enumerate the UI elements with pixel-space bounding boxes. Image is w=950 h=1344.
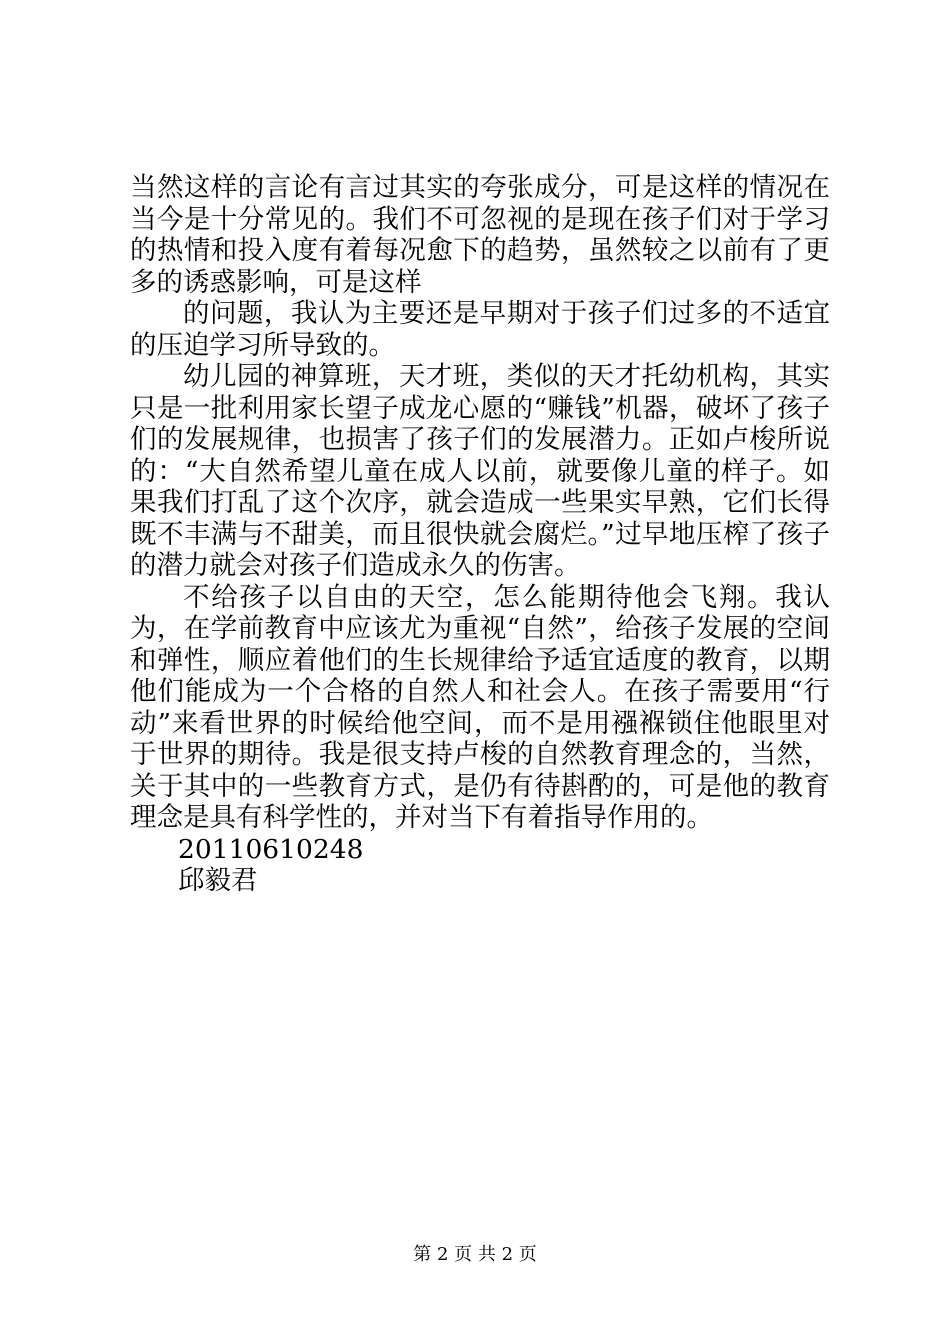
paragraph-2: 的问题，我认为主要还是早期对于孩子们过多的不适宜的压迫学习所导致的。 xyxy=(130,298,830,361)
paragraph-4: 不给孩子以自由的天空，怎么能期待他会飞翔。我认为，在学前教育中应该尤为重视“自然”，给孩子发展的空间和弹性，顺应着他们的生长规律给予适宜适度的教育，以期他们能成为一个合格的自然人和社会人。在孩子需要用“行动”来看世界的时候给他空间，而不是用襁褓锁住他眼里对于世界的期待。我是很支持卢梭的自然教育理念的，当然，关于其中的一些教育方式，是仍有待斟酌的，可是他的教育理念是具有科学性的，并对当下有着指导作用的。 xyxy=(130,581,830,833)
paragraph-3: 幼儿园的神算班，天才班，类似的天才托幼机构，其实只是一批利用家长望子成龙心愿的“赚钱”机器，破坏了孩子们的发展规律，也损害了孩子们的发展潜力。正如卢梭所说的：“大自然希望儿童在成人以前，就要像儿童的样子。如果我们打乱了这个次序，就会造成一些果实早熟，它们长得既不丰满与不甜美，而且很快就会腐烂。”过早地压榨了孩子的潜力就会对孩子们造成永久的伤害。 xyxy=(130,361,830,581)
paragraph-1: 当然这样的言论有言过其实的夸张成分，可是这样的情况在当今是十分常见的。我们不可忽视的是现在孩子们对于学习的热情和投入度有着每况愈下的趋势，虽然较之以前有了更多的诱惑影响，可是这样 xyxy=(130,172,830,298)
student-id: 20110610248 xyxy=(178,833,364,865)
author-name: 邱毅君 xyxy=(178,865,258,896)
document-body xyxy=(130,172,830,897)
page-footer: 第 2 页 共 2 页 xyxy=(413,1244,537,1265)
